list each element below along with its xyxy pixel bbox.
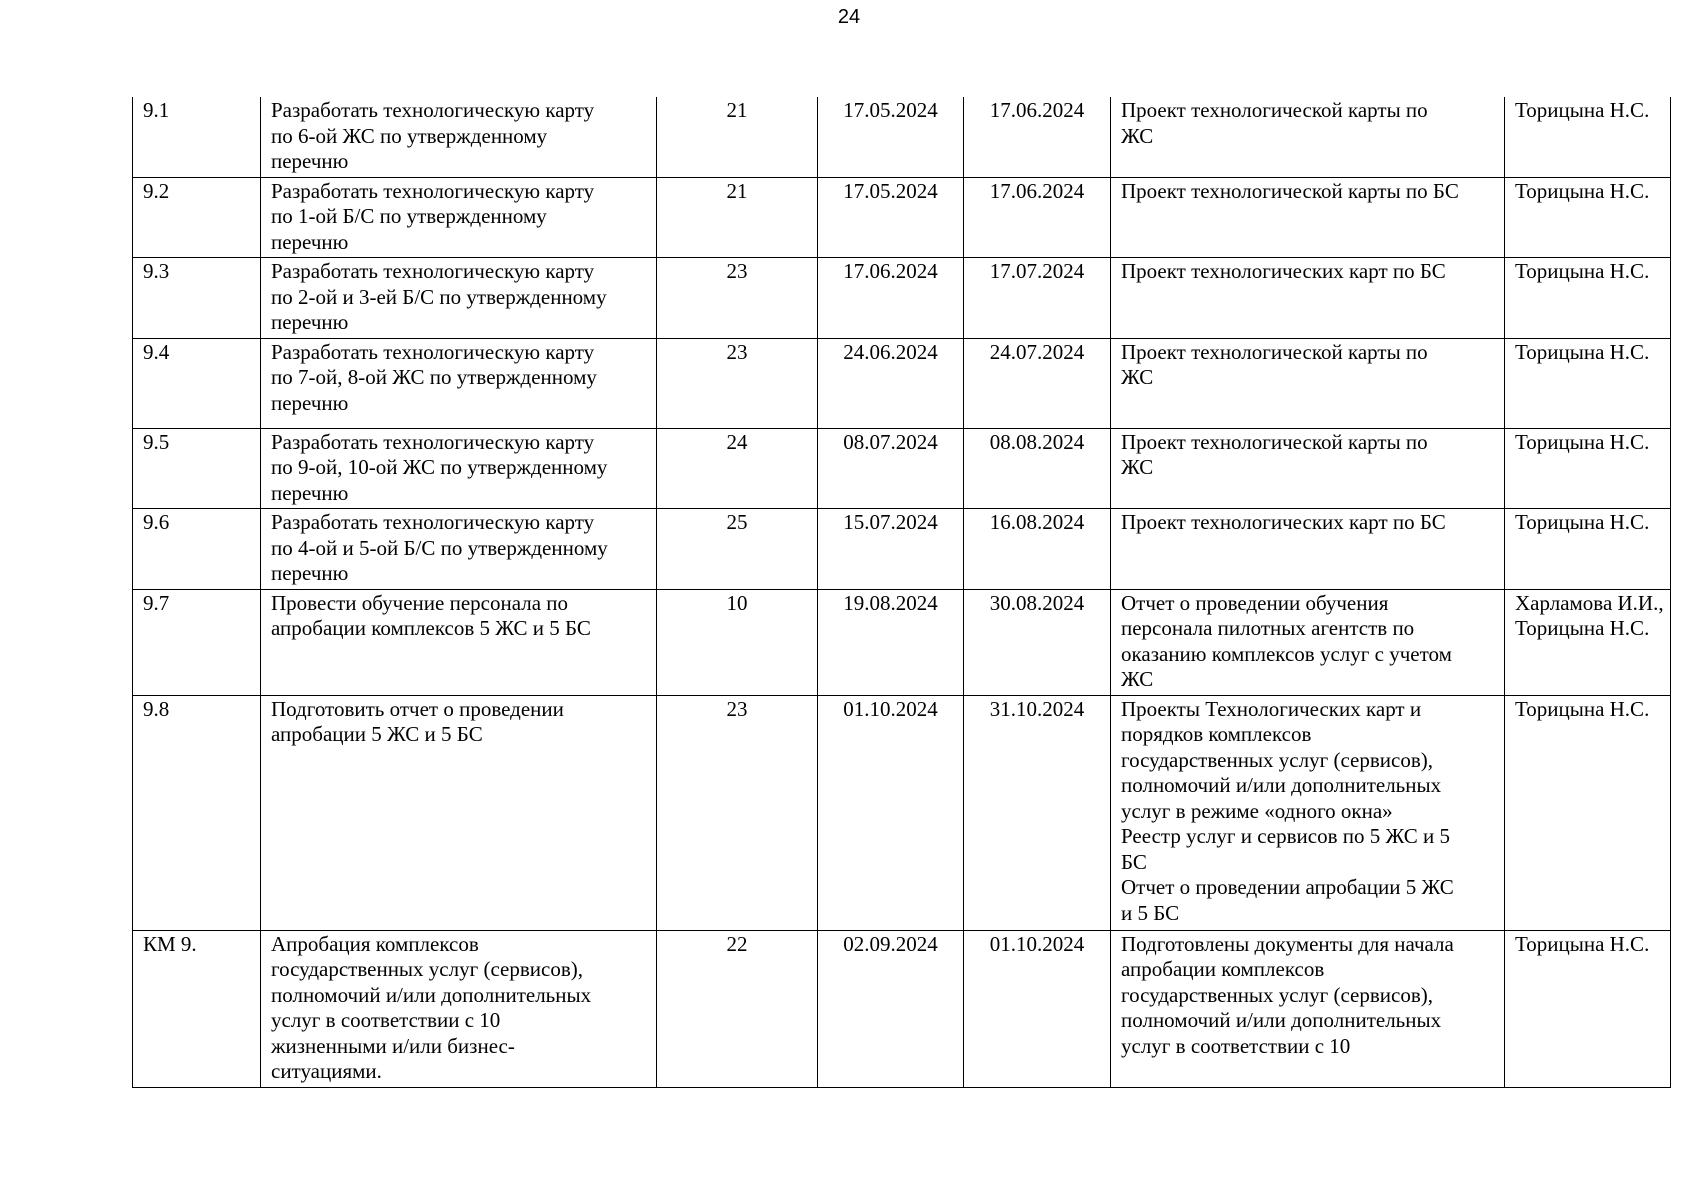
cell-text-line: государственных услуг (сервисов), bbox=[1121, 747, 1433, 772]
table-row bbox=[133, 97, 1671, 177]
item-number-cell: 9.8 bbox=[133, 695, 261, 930]
task-cell bbox=[261, 338, 657, 428]
cell-text-line: Проект технологической карты по bbox=[1121, 429, 1428, 454]
plan-table-body bbox=[133, 97, 1671, 1087]
cell-text-line: государственных услуг (сервисов), bbox=[1121, 982, 1433, 1007]
cell-text-line: Проект технологической карты по bbox=[1121, 98, 1428, 122]
cell-text-line: Разработать технологическую карту bbox=[271, 339, 595, 364]
result-cell bbox=[1111, 930, 1505, 1087]
cell-text-line: по 7-ой, 8-ой ЖС по утвержденному bbox=[271, 365, 597, 389]
responsible-cell bbox=[1505, 695, 1671, 930]
table-row bbox=[133, 258, 1671, 339]
item-number-cell: 9.3 bbox=[133, 258, 261, 339]
cell-text-line: ЖС bbox=[1121, 123, 1154, 148]
result-cell bbox=[1111, 338, 1505, 428]
cell-text-line: Реестр услуг и сервисов по 5 ЖС и 5 bbox=[1121, 824, 1451, 848]
start-date-cell: 15.07.2024 bbox=[818, 509, 964, 590]
start-date-cell: 17.05.2024 bbox=[818, 177, 964, 258]
start-date-cell: 08.07.2024 bbox=[818, 428, 964, 509]
cell-text-line: перечню bbox=[271, 310, 349, 334]
item-number-cell: 9.6 bbox=[133, 509, 261, 590]
result-cell bbox=[1111, 695, 1505, 930]
cell-text-line: по 4-ой и 5-ой Б/С по утвержденному bbox=[271, 535, 608, 560]
cell-text-line: полномочий и/или дополнительных bbox=[1121, 773, 1442, 797]
result-cell bbox=[1111, 428, 1505, 509]
cell-text-line: Торицына Н.С. bbox=[1515, 429, 1650, 454]
table-row bbox=[133, 589, 1671, 695]
cell-text-line: Разработать технологическую карту bbox=[271, 510, 595, 534]
responsible-cell bbox=[1505, 177, 1671, 258]
item-number-cell: 9.5 bbox=[133, 428, 261, 509]
item-number-cell: 9.1 bbox=[133, 97, 261, 177]
end-date-cell: 30.08.2024 bbox=[964, 589, 1111, 695]
task-cell bbox=[261, 97, 657, 177]
duration-days-cell: 21 bbox=[657, 97, 818, 177]
cell-text-line: полномочий и/или дополнительных bbox=[1121, 1008, 1442, 1032]
responsible-cell bbox=[1505, 509, 1671, 590]
cell-text-line: Торицына Н.С. bbox=[1515, 616, 1650, 640]
start-date-cell: 19.08.2024 bbox=[818, 589, 964, 695]
cell-text-line: по 1-ой Б/С по утвержденному bbox=[271, 204, 547, 228]
cell-text-line: Апробация комплексов bbox=[271, 931, 479, 956]
cell-text-line: по 9-ой, 10-ой ЖС по утвержденному bbox=[271, 455, 608, 479]
end-date-cell: 17.06.2024 bbox=[964, 177, 1111, 258]
cell-text-line: Разработать технологическую карту bbox=[271, 259, 595, 283]
duration-days-cell: 24 bbox=[657, 428, 818, 509]
end-date-cell: 24.07.2024 bbox=[964, 338, 1111, 428]
table-row bbox=[133, 338, 1671, 428]
responsible-cell bbox=[1505, 589, 1671, 695]
cell-text-line: по 2-ой и 3-ей Б/С по утвержденному bbox=[271, 284, 607, 309]
cell-text-line: перечню bbox=[271, 561, 349, 585]
start-date-cell: 17.05.2024 bbox=[818, 97, 964, 177]
result-cell bbox=[1111, 589, 1505, 695]
task-cell bbox=[261, 589, 657, 695]
cell-text-line: апробации комплексов 5 ЖС и 5 БС bbox=[271, 616, 591, 640]
duration-days-cell: 22 bbox=[657, 930, 818, 1087]
cell-text-line: Торицына Н.С. bbox=[1515, 259, 1650, 283]
cell-text-line: по 6-ой ЖС по утвержденному bbox=[271, 123, 548, 148]
cell-text-line: Провести обучение персонала по bbox=[271, 590, 569, 615]
cell-text-line: услуг в соответствии с 10 bbox=[1121, 1033, 1351, 1058]
plan-table bbox=[132, 97, 1671, 1088]
cell-text-line: перечню bbox=[271, 149, 349, 173]
cell-text-line: Проекты Технологических карт и bbox=[1121, 696, 1422, 721]
cell-text-line: Разработать технологическую карту bbox=[271, 429, 595, 454]
page-number: 24 bbox=[837, 6, 861, 28]
item-number-cell: КМ 9. bbox=[133, 930, 261, 1087]
cell-text-line: Харламова И.И., bbox=[1515, 590, 1664, 615]
task-cell bbox=[261, 258, 657, 339]
cell-text-line: Торицына Н.С. bbox=[1515, 510, 1650, 534]
end-date-cell: 31.10.2024 bbox=[964, 695, 1111, 930]
cell-text-line: персонала пилотных агентств по bbox=[1121, 616, 1415, 640]
cell-text-line: Торицына Н.С. bbox=[1515, 178, 1650, 203]
duration-days-cell: 23 bbox=[657, 258, 818, 339]
cell-text-line: Торицына Н.С. bbox=[1515, 339, 1650, 364]
cell-text-line: оказанию комплексов услуг с учетом bbox=[1121, 641, 1452, 666]
result-cell bbox=[1111, 97, 1505, 177]
cell-text-line: перечню bbox=[271, 390, 349, 415]
cell-text-line: и 5 БС bbox=[1121, 900, 1180, 925]
start-date-cell: 01.10.2024 bbox=[818, 695, 964, 930]
cell-text-line: Подготовлены документы для начала bbox=[1121, 931, 1454, 956]
cell-text-line: Проект технологической карты по БС bbox=[1121, 178, 1459, 203]
table-row bbox=[133, 695, 1671, 930]
cell-text-line: услуг в соответствии с 10 bbox=[271, 1008, 501, 1032]
result-cell bbox=[1111, 509, 1505, 590]
responsible-cell bbox=[1505, 428, 1671, 509]
start-date-cell: 17.06.2024 bbox=[818, 258, 964, 339]
table-row bbox=[133, 177, 1671, 258]
cell-text-line: услуг в режиме «одного окна» bbox=[1121, 798, 1393, 823]
cell-text-line: перечню bbox=[271, 229, 349, 254]
responsible-cell bbox=[1505, 258, 1671, 339]
task-cell bbox=[261, 428, 657, 509]
duration-days-cell: 25 bbox=[657, 509, 818, 590]
duration-days-cell: 10 bbox=[657, 589, 818, 695]
cell-text-line: Отчет о проведении обучения bbox=[1121, 590, 1389, 615]
cell-text-line: Отчет о проведении апробации 5 ЖС bbox=[1121, 875, 1454, 899]
table-row bbox=[133, 428, 1671, 509]
duration-days-cell: 23 bbox=[657, 338, 818, 428]
cell-text-line: ситуациями. bbox=[271, 1059, 382, 1083]
cell-text-line: Торицына Н.С. bbox=[1515, 98, 1650, 122]
item-number-cell: 9.4 bbox=[133, 338, 261, 428]
item-number-cell: 9.2 bbox=[133, 177, 261, 258]
responsible-cell bbox=[1505, 338, 1671, 428]
task-cell bbox=[261, 177, 657, 258]
duration-days-cell: 23 bbox=[657, 695, 818, 930]
start-date-cell: 02.09.2024 bbox=[818, 930, 964, 1087]
end-date-cell: 17.07.2024 bbox=[964, 258, 1111, 339]
cell-text-line: апробации 5 ЖС и 5 БС bbox=[271, 722, 483, 746]
cell-text-line: Разработать технологическую карту bbox=[271, 98, 595, 122]
result-cell bbox=[1111, 177, 1505, 258]
task-cell bbox=[261, 695, 657, 930]
task-cell bbox=[261, 930, 657, 1087]
cell-text-line: Разработать технологическую карту bbox=[271, 178, 595, 203]
end-date-cell: 01.10.2024 bbox=[964, 930, 1111, 1087]
cell-text-line: апробации комплексов bbox=[1121, 957, 1325, 981]
cell-text-line: БС bbox=[1121, 849, 1147, 874]
cell-text-line: Проект технологических карт по БС bbox=[1121, 259, 1446, 283]
responsible-cell bbox=[1505, 97, 1671, 177]
table-row bbox=[133, 509, 1671, 590]
cell-text-line: ЖС bbox=[1121, 455, 1154, 479]
cell-text-line: Торицына Н.С. bbox=[1515, 696, 1650, 721]
end-date-cell: 17.06.2024 bbox=[964, 97, 1111, 177]
cell-text-line: Проект технологических карт по БС bbox=[1121, 510, 1446, 534]
cell-text-line: Проект технологической карты по bbox=[1121, 339, 1428, 364]
task-cell bbox=[261, 509, 657, 590]
duration-days-cell: 21 bbox=[657, 177, 818, 258]
table-row bbox=[133, 930, 1671, 1087]
item-number-cell: 9.7 bbox=[133, 589, 261, 695]
cell-text-line: жизненными и/или бизнес- bbox=[271, 1033, 515, 1058]
cell-text-line: перечню bbox=[271, 480, 349, 505]
cell-text-line: порядков комплексов bbox=[1121, 722, 1312, 746]
end-date-cell: 08.08.2024 bbox=[964, 428, 1111, 509]
end-date-cell: 16.08.2024 bbox=[964, 509, 1111, 590]
start-date-cell: 24.06.2024 bbox=[818, 338, 964, 428]
cell-text-line: Торицына Н.С. bbox=[1515, 931, 1650, 956]
cell-text-line: ЖС bbox=[1121, 365, 1154, 389]
result-cell bbox=[1111, 258, 1505, 339]
cell-text-line: государственных услуг (сервисов), bbox=[271, 957, 583, 981]
cell-text-line: полномочий и/или дополнительных bbox=[271, 982, 592, 1007]
responsible-cell bbox=[1505, 930, 1671, 1087]
cell-text-line: Подготовить отчет о проведении bbox=[271, 696, 564, 721]
cell-text-line: ЖС bbox=[1121, 667, 1154, 691]
